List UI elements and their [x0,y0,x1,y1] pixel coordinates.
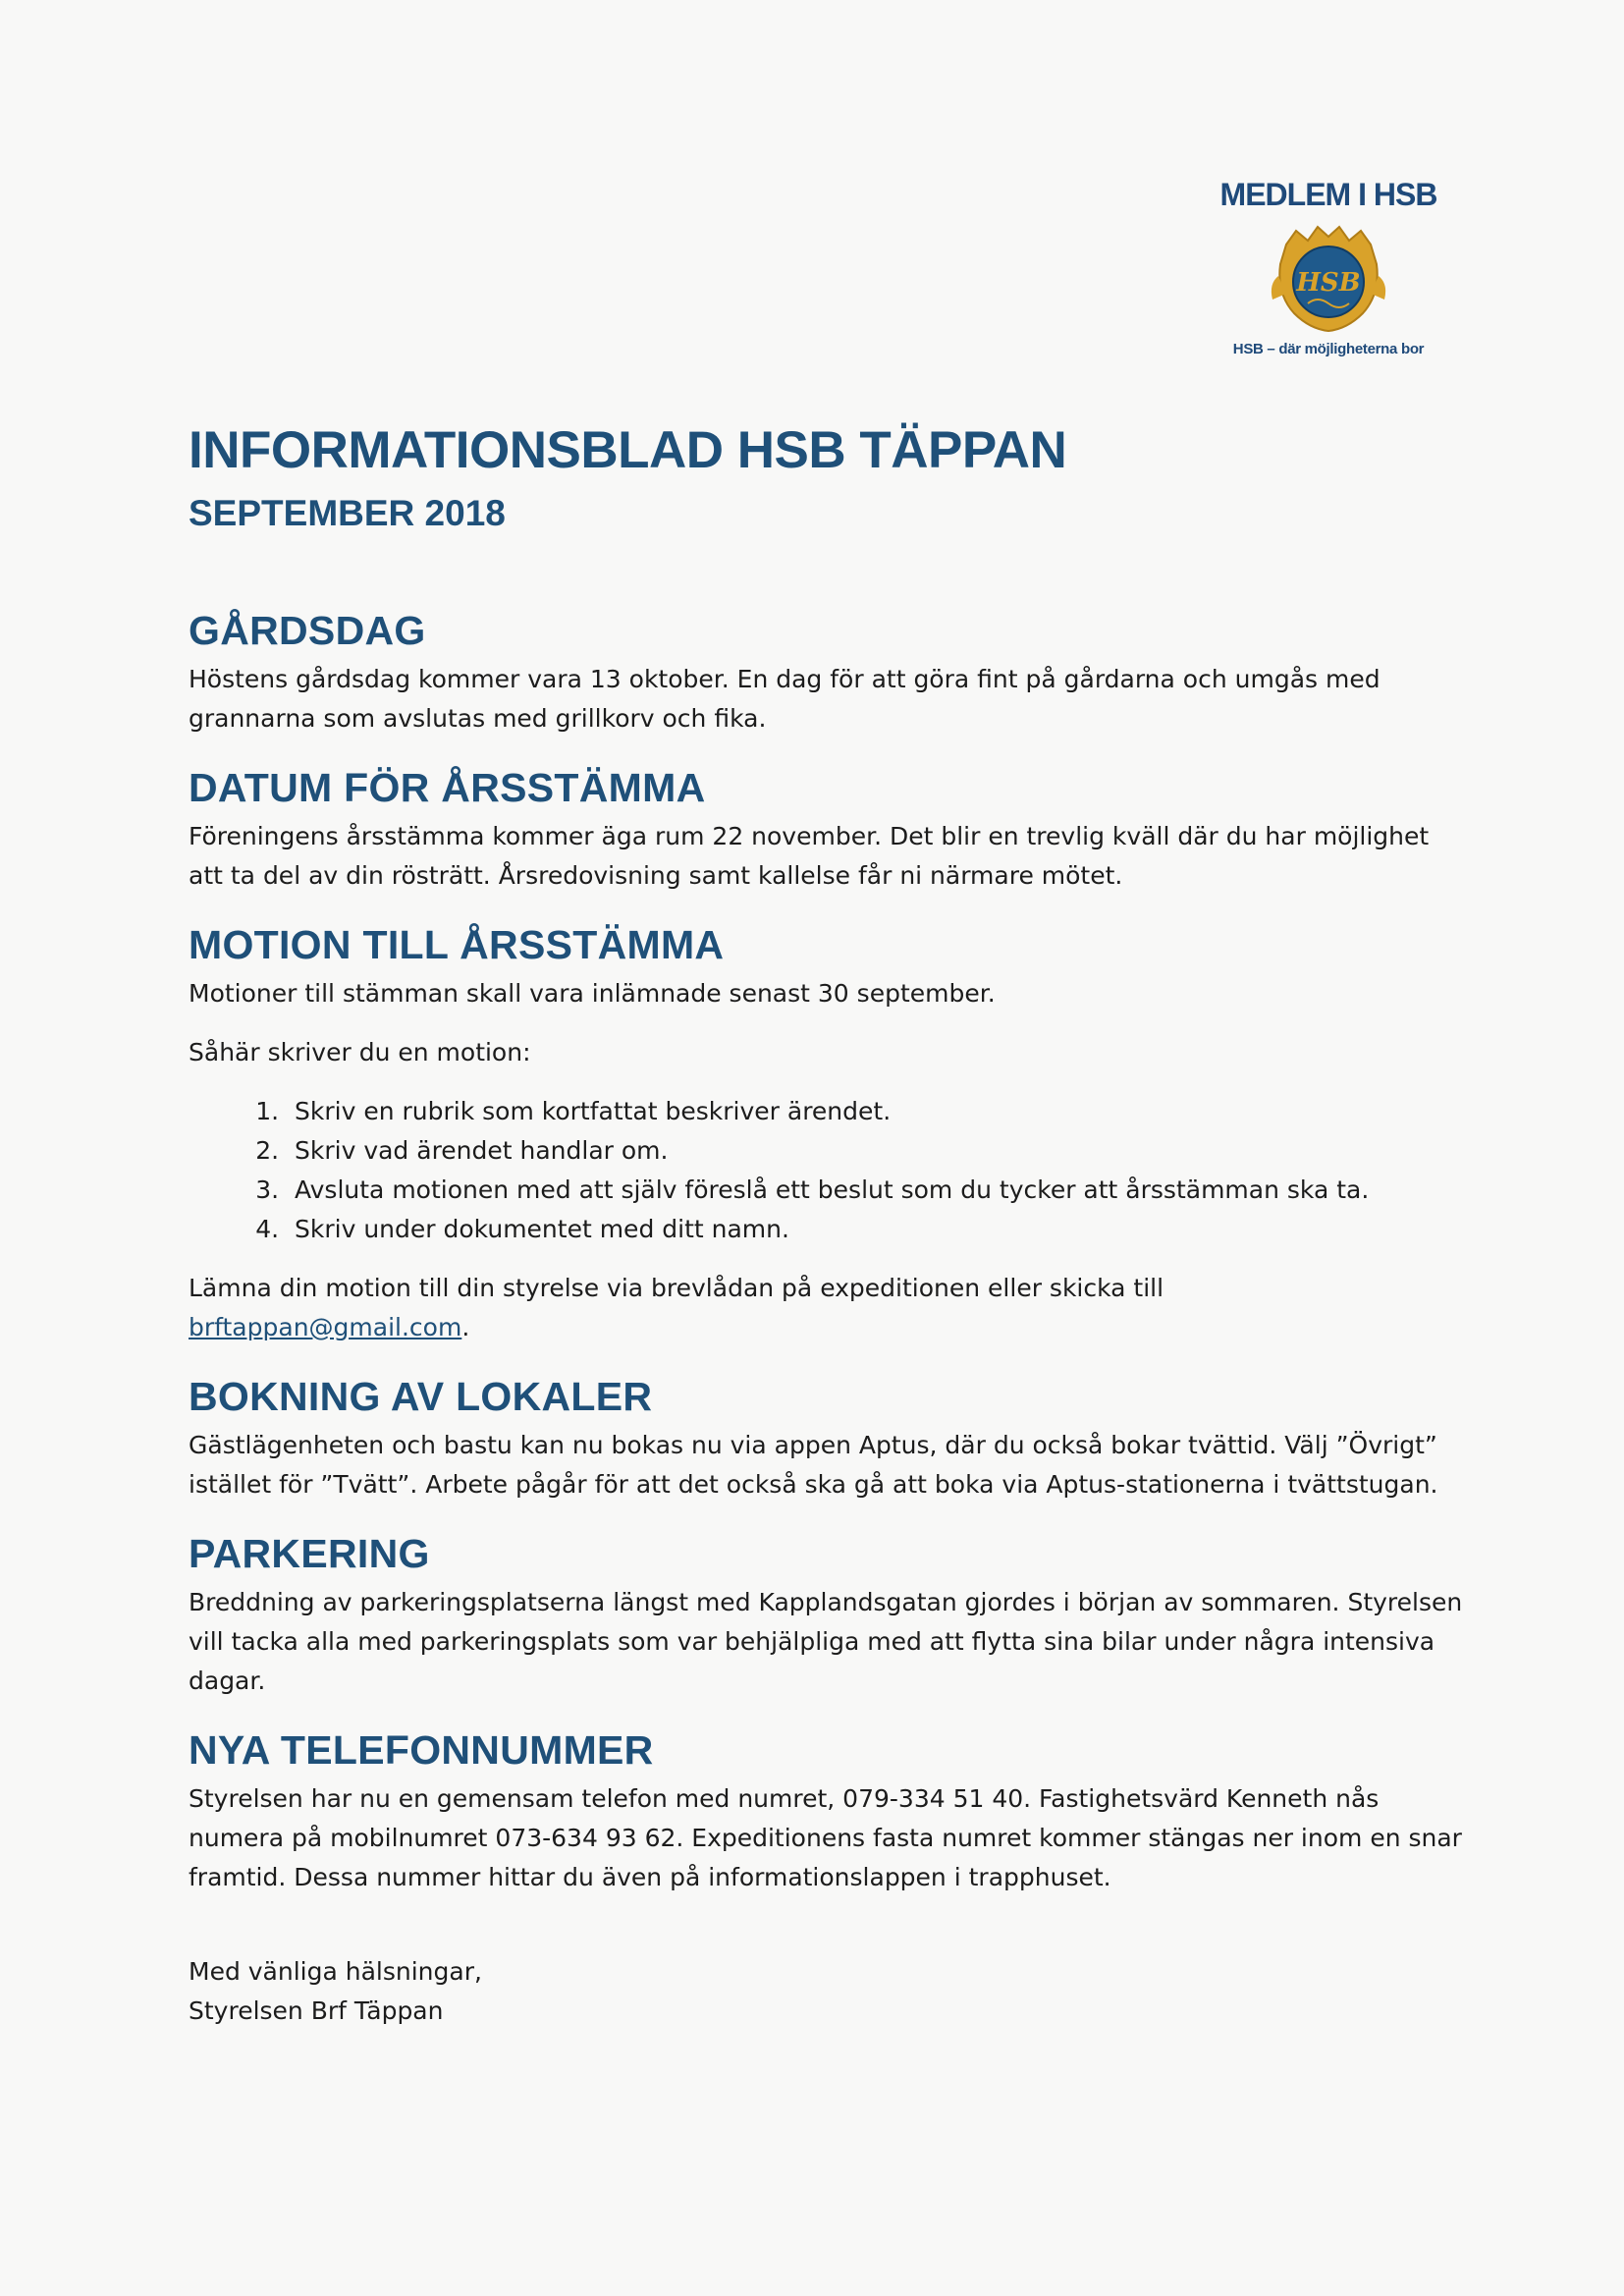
text-motion-intro: Såhär skriver du en motion: [189,1038,531,1066]
heading-datum-arsstamma: DATUM FÖR ÅRSSTÄMMA [189,765,706,810]
list-item: 2. Skriv vad ärendet handlar om. [287,1131,1465,1171]
text-parkering: Breddning av parkeringsplatserna längst med Kapplandsgatan gjordes i början av sommaren. Styrelsen vill tacka alla med parkeringsplats som var behjälpliga med att flytta sina bilar under några intensiva dagar. [189,1588,1463,1695]
list-item: 4. Skriv under dokumentet med ditt namn. [287,1210,1465,1249]
heading-telefon: NYA TELEFONNUMMER [189,1727,654,1773]
text-telefon: Styrelsen har nu en gemensam telefon med numret, 079-334 51 40. Fastighetsvärd Kenneth nås numera på mobilnumret 073-634 93 62. Expeditionens fasta numret kommer stängas ner inom en snar framtid. Dessa nummer hittar du även på informationslappen i trapphuset. [189,1784,1462,1891]
member-label: MEDLEM I HSB [1219,177,1437,212]
emblem-text: HSB [1296,268,1361,298]
list-item: 1. Skriv en rubrik som kortfattat beskriver ärendet. [287,1092,1465,1131]
hsb-logo-block [1206,177,1451,357]
email-link[interactable]: brftappan@gmail.com [189,1313,462,1341]
text-datum-arsstamma: Föreningens årsstämma kommer äga rum 22 november. Det blir en trevlig kväll där du har möjlighet att ta del av din rösträtt. Årsredovisning samt kallelse får ni närmare mötet. [189,822,1430,890]
list-item: 3. Avsluta motionen med att själv föreslå ett beslut som du tycker att årsstämman ska ta. [287,1171,1465,1210]
heading-bokning: BOKNING AV LOKALER [189,1374,653,1419]
closing-block [189,1952,1465,2031]
heading-motion: MOTION TILL ÅRSSTÄMMA [189,922,725,967]
closing-signature: Styrelsen Brf Täppan [189,1996,444,2025]
hsb-emblem-icon [1265,225,1392,335]
heading-gardsdag: GÅRDSDAG [189,608,426,653]
text-motion-deadline: Motioner till stämman skall vara inlämnade senast 30 september. [189,979,996,1008]
document-body [189,601,1465,2031]
text-gardsdag: Höstens gårdsdag kommer vara 13 oktober. En dag för att göra fint på gårdarna och umgås med grannarna som avslutas med grillkorv och fika. [189,665,1380,733]
text-bokning: Gästlägenheten och bastu kan nu bokas nu via appen Aptus, där du också bokar tvättid. Välj ”Övrigt” istället för ”Tvätt”. Arbete pågår för att det också ska gå att boka via Aptus-stationerna i tvättstugan. [189,1431,1438,1499]
motion-steps-list [189,1092,1465,1249]
heading-parkering: PARKERING [189,1531,430,1576]
email-suffix: . [461,1313,470,1341]
page-title: INFORMATIONSBLAD HSB TÄPPAN [189,421,1067,479]
motion-submit-label: Lämna din motion till din styrelse via brevlådan på expeditionen eller skicka till [189,1274,1164,1302]
page-subtitle: SEPTEMBER 2018 [189,493,506,533]
logo-tagline: HSB – där möjligheterna bor [1232,341,1425,357]
text-motion-submit [189,1269,1465,1347]
closing-greeting: Med vänliga hälsningar, [189,1957,482,1986]
